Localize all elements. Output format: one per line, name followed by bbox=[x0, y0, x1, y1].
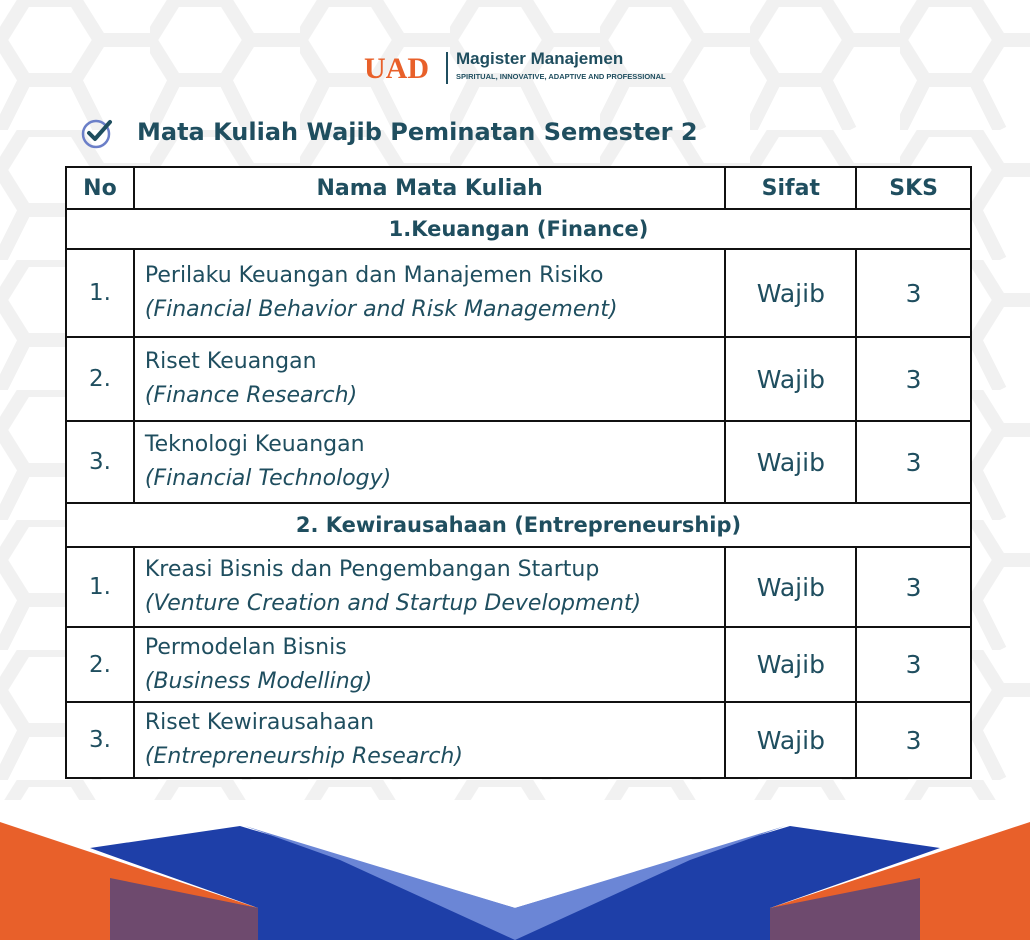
row-course-name bbox=[134, 702, 726, 778]
bottom-decoration bbox=[0, 800, 1030, 940]
header-name: Nama Mata Kuliah bbox=[134, 167, 726, 209]
check-circle-icon bbox=[80, 116, 114, 150]
row-course-name bbox=[134, 249, 726, 337]
table-row bbox=[66, 337, 971, 421]
row-sks: 3 bbox=[856, 337, 971, 421]
course-name-id: Perilaku Keuangan dan Manajemen Risiko bbox=[144, 263, 604, 288]
row-sks: 3 bbox=[856, 249, 971, 337]
row-no: 1. bbox=[66, 249, 134, 337]
row-sifat: Wajib bbox=[725, 627, 856, 702]
row-course-name bbox=[134, 547, 726, 627]
header-no: No bbox=[66, 167, 134, 209]
table-header-row bbox=[66, 167, 971, 209]
table-row bbox=[66, 547, 971, 627]
row-sks: 3 bbox=[856, 421, 971, 503]
course-name-en: (Venture Creation and Startup Development) bbox=[144, 591, 642, 616]
course-name-id: Teknologi Keuangan bbox=[144, 432, 365, 457]
category-label: 2. Kewirausahaan (Entrepreneurship) bbox=[66, 503, 971, 547]
brand-divider bbox=[446, 52, 448, 84]
course-name-id: Permodelan Bisnis bbox=[144, 634, 347, 660]
row-sifat: Wajib bbox=[725, 337, 856, 421]
header-sks: SKS bbox=[856, 167, 971, 209]
category-row-finance bbox=[66, 209, 971, 249]
course-name-en: (Entrepreneurship Research) bbox=[144, 744, 463, 769]
course-table bbox=[65, 166, 972, 779]
course-name-en: (Financial Technology) bbox=[144, 466, 392, 491]
row-course-name bbox=[134, 421, 726, 503]
row-sifat: Wajib bbox=[725, 421, 856, 503]
row-sifat: Wajib bbox=[725, 547, 856, 627]
row-sks: 3 bbox=[856, 627, 971, 702]
table-row bbox=[66, 249, 971, 337]
row-no: 1. bbox=[66, 547, 134, 627]
course-name-en: (Financial Behavior and Risk Management) bbox=[144, 297, 618, 322]
row-sifat: Wajib bbox=[725, 249, 856, 337]
brand-name: Magister Manajemen bbox=[456, 49, 624, 68]
row-course-name bbox=[134, 337, 726, 421]
page-title-text: Mata Kuliah Wajib Peminatan Semester 2 bbox=[137, 118, 698, 146]
category-row-entrepreneurship bbox=[66, 503, 971, 547]
row-sks: 3 bbox=[856, 702, 971, 778]
course-name-en: (Business Modelling) bbox=[144, 668, 373, 694]
row-no: 3. bbox=[66, 702, 134, 778]
header-sifat: Sifat bbox=[725, 167, 856, 209]
row-no: 2. bbox=[66, 337, 134, 421]
course-name-en: (Finance Research) bbox=[144, 383, 358, 408]
table-row bbox=[66, 627, 971, 702]
row-no: 3. bbox=[66, 421, 134, 503]
brand-tagline: SPIRITUAL, INNOVATIVE, ADAPTIVE AND PROFESSIONAL bbox=[456, 72, 666, 81]
uad-logo: UAD bbox=[364, 52, 429, 85]
course-name-id: Riset Kewirausahaan bbox=[144, 710, 375, 735]
table-row bbox=[66, 702, 971, 778]
row-no: 2. bbox=[66, 627, 134, 702]
course-name-id: Kreasi Bisnis dan Pengembangan Startup bbox=[144, 557, 600, 582]
table-row bbox=[66, 421, 971, 503]
category-label: 1.Keuangan (Finance) bbox=[66, 209, 971, 249]
course-name-id: Riset Keuangan bbox=[144, 349, 317, 374]
row-sks: 3 bbox=[856, 547, 971, 627]
row-sifat: Wajib bbox=[725, 702, 856, 778]
row-course-name bbox=[134, 627, 726, 702]
